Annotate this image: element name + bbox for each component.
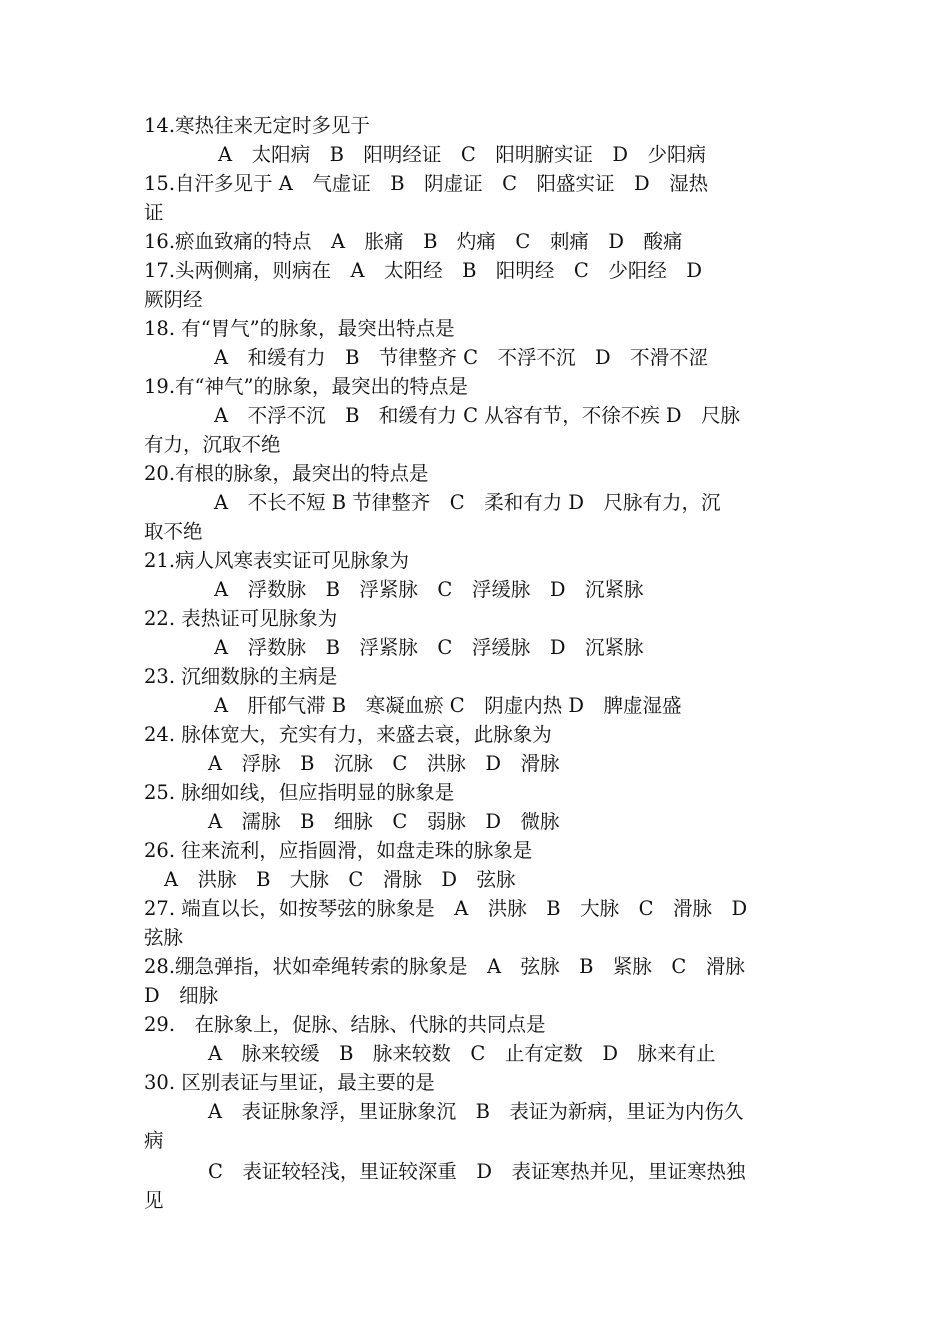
question-23-stem: 23. 沉细数脉的主病是: [144, 665, 338, 688]
question-15-continuation: 证: [144, 201, 164, 224]
question-27-continuation: 弦脉: [144, 926, 184, 949]
question-21-stem: 21.病人风寒表实证可见脉象为: [144, 549, 410, 572]
question-30-options-cd-continuation: 见: [144, 1189, 164, 1212]
question-list: [144, 111, 814, 1215]
question-25-stem: 25. 脉细如线，但应指明显的脉象是: [144, 781, 455, 804]
question-29-options: A 脉来较缓 B 脉来较数 C 止有定数 D 脉来有止: [208, 1042, 716, 1065]
question-19-continuation: 有力，沉取不绝: [144, 433, 281, 456]
question-26-options: A 洪脉 B 大脉 C 滑脉 D 弦脉: [164, 868, 516, 891]
question-28-continuation: D 细脉: [144, 984, 219, 1007]
question-30-stem: 30. 区别表证与里证，最主要的是: [144, 1071, 435, 1094]
question-23-options: A 肝郁气滞 B 寒凝血瘀 C 阴虚内热 D 脾虚湿盛: [214, 694, 682, 717]
question-19-stem: 19.有“神气”的脉象，最突出的特点是: [144, 375, 468, 398]
question-20-continuation: 取不绝: [144, 520, 203, 543]
question-27-stem: 27. 端直以长，如按琴弦的脉象是 A 洪脉 B 大脉 C 滑脉 D: [144, 897, 748, 920]
question-19-options: A 不浮不沉 B 和缓有力 C 从容有节，不徐不疾 D 尺脉: [214, 404, 741, 427]
question-29-stem: 29. 在脉象上，促脉、结脉、代脉的共同点是: [144, 1013, 546, 1036]
question-26-stem: 26. 往来流利，应指圆滑，如盘走珠的脉象是: [144, 839, 533, 862]
question-14-options: A 太阳病 B 阳明经证 C 阳明腑实证 D 少阳病: [218, 143, 706, 166]
question-30-options-ab-continuation: 病: [144, 1129, 164, 1152]
question-30-options-cd: C 表证较轻浅，里证较深重 D 表证寒热并见，里证寒热独: [208, 1160, 746, 1183]
question-25-options: A 濡脉 B 细脉 C 弱脉 D 微脉: [208, 810, 560, 833]
question-15-stem: 15.自汗多见于 A 气虚证 B 阴虚证 C 阳盛实证 D 湿热: [144, 172, 709, 195]
question-16-stem: 16.瘀血致痛的特点 A 胀痛 B 灼痛 C 刺痛 D 酸痛: [144, 230, 683, 253]
question-30-options-ab: A 表证脉象浮，里证脉象沉 B 表证为新病，里证为内伤久: [208, 1100, 744, 1123]
question-18-options: A 和缓有力 B 节律整齐 C 不浮不沉 D 不滑不涩: [214, 346, 709, 369]
question-22-options: A 浮数脉 B 浮紧脉 C 浮缓脉 D 沉紧脉: [214, 636, 644, 659]
question-22-stem: 22. 表热证可见脉象为: [144, 607, 338, 630]
question-14-stem: 14.寒热往来无定时多见于: [144, 114, 371, 137]
question-20-stem: 20.有根的脉象，最突出的特点是: [144, 462, 429, 485]
question-17-continuation: 厥阴经: [144, 288, 203, 311]
question-18-stem: 18. 有“胃气”的脉象，最突出特点是: [144, 317, 455, 340]
question-21-options: A 浮数脉 B 浮紧脉 C 浮缓脉 D 沉紧脉: [214, 578, 644, 601]
question-24-stem: 24. 脉体宽大，充实有力，来盛去衰，此脉象为: [144, 723, 552, 746]
question-20-options: A 不长不短 B 节律整齐 C 柔和有力 D 尺脉有力，沉: [214, 491, 721, 514]
question-28-stem: 28.绷急弹指，状如牵绳转索的脉象是 A 弦脉 B 紧脉 C 滑脉: [144, 955, 745, 978]
question-24-options: A 浮脉 B 沉脉 C 洪脉 D 滑脉: [208, 752, 560, 775]
question-17-stem: 17.头两侧痛，则病在 A 太阳经 B 阳明经 C 少阳经 D: [144, 259, 702, 282]
